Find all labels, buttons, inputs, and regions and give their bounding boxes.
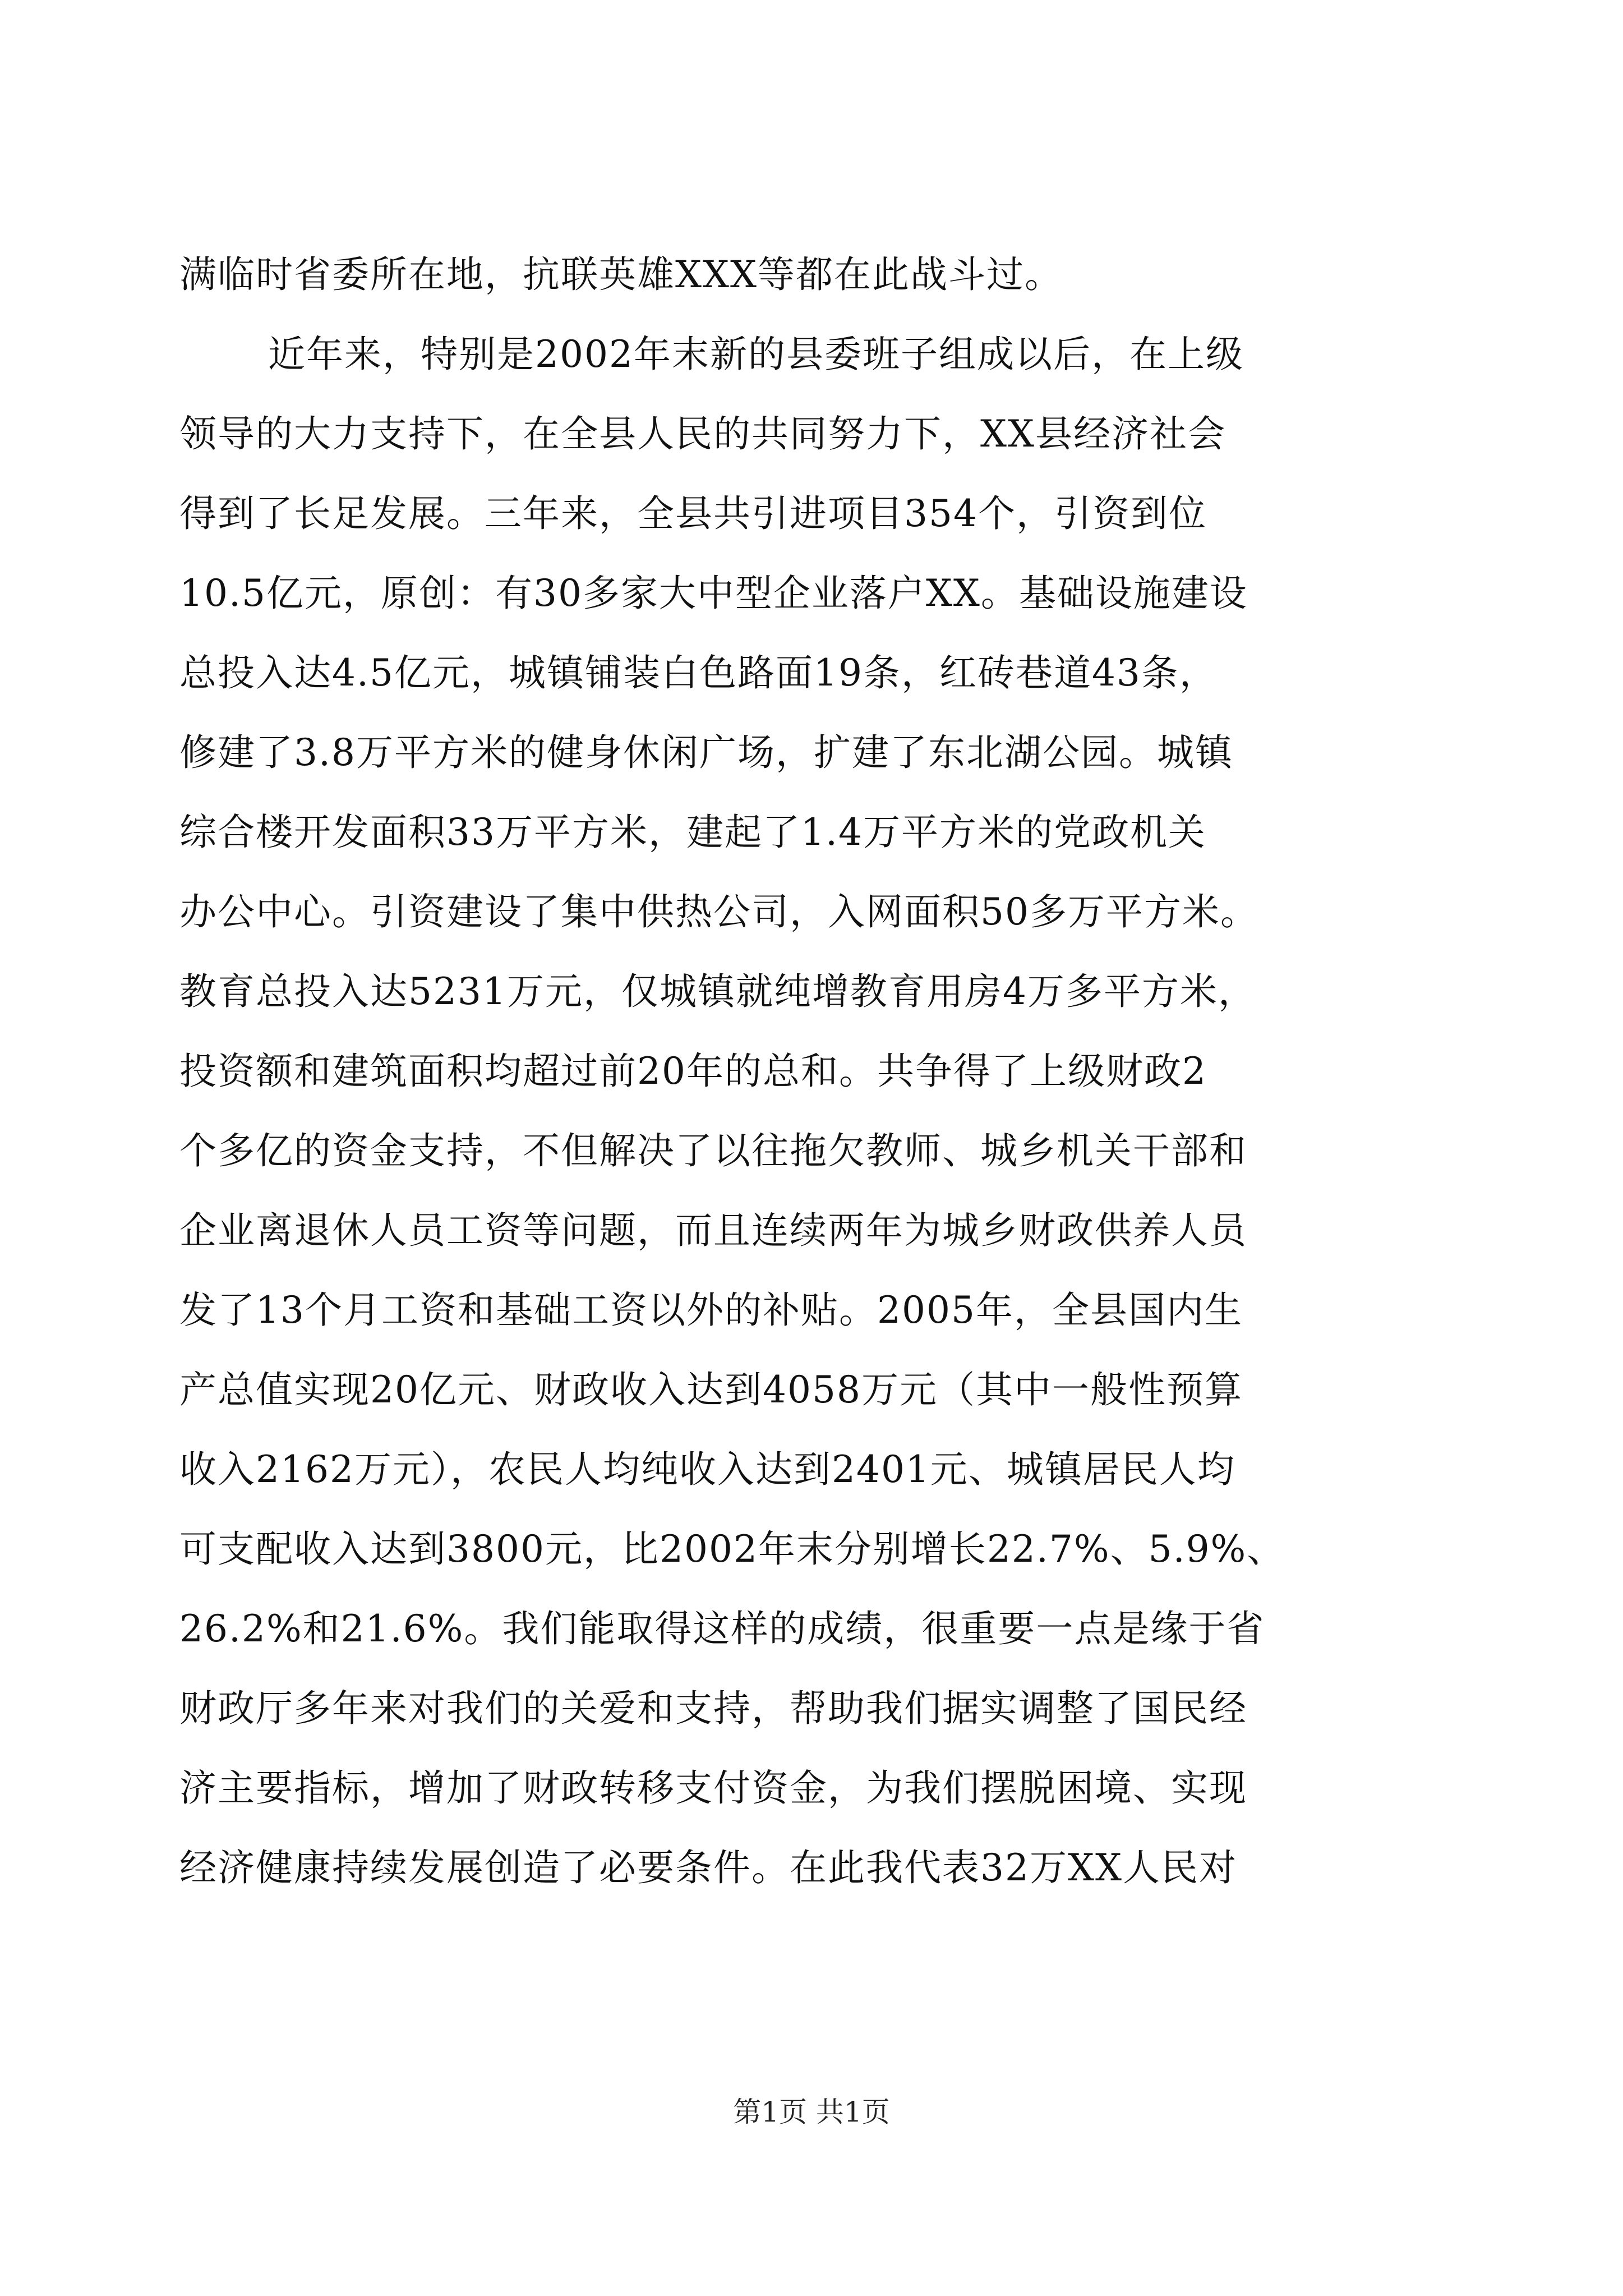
text-line: 综合楼开发面积33万平方米，建起了1.4万平方米的党政机关 [179,811,1206,854]
text-line: 近年来，特别是2002年末新的县委班子组成以后，在上级 [268,333,1244,376]
text-line: 投资额和建筑面积均超过前20年的总和。共争得了上级财政2 [179,1050,1207,1093]
text-line: 办公中心。引资建设了集中供热公司，入网面积50多万平方米。 [179,890,1258,933]
text-line: 济主要指标，增加了财政转移支付资金，为我们摆脱困境、实现 [179,1766,1247,1810]
text-line: 企业离退休人员工资等问题，而且连续两年为城乡财政供养人员 [179,1209,1247,1252]
text-line: 修建了3.8万平方米的健身休闲广场，扩建了东北湖公园。城镇 [179,731,1233,774]
text-line: 26.2%和21.6%。我们能取得这样的成绩，很重要一点是缘于省 [179,1607,1265,1650]
text-line: 总投入达4.5亿元，城镇铺装白色路面19条，红砖巷道43条， [179,651,1218,694]
text-line: 领导的大力支持下，在全县人民的共同努力下，XX县经济社会 [179,412,1226,455]
text-line: 满临时省委所在地，抗联英雄XXX等都在此战斗过。 [179,253,1063,296]
text-line: 收入2162万元），农民人均纯收入达到2401元、城镇居民人均 [179,1448,1235,1491]
text-line: 产总值实现20亿元、财政收入达到4058万元（其中一般性预算 [179,1368,1243,1411]
text-line: 得到了长足发展。三年来，全县共引进项目354个，引资到位 [179,492,1207,535]
text-line: 发了13个月工资和基础工资以外的补贴。2005年，全县国内生 [179,1289,1243,1332]
text-line: 10.5亿元，原创：有30多家大中型企业落户XX。基础设施建设 [179,572,1248,615]
text-line: 财政厅多年来对我们的关爱和支持，帮助我们据实调整了国民经 [179,1687,1247,1730]
text-line: 个多亿的资金支持，不但解决了以往拖欠教师、城乡机关干部和 [179,1129,1247,1172]
text-line: 经济健康持续发展创造了必要条件。在此我代表32万XX人民对 [179,1846,1237,1889]
page-number: 第1页 共1页 [733,2096,890,2128]
text-line: 可支配收入达到3800元，比2002年末分别增长22.7%、5.9%、 [179,1527,1285,1571]
text-line: 教育总投入达5231万元，仅城镇就纯增教育用房4万多平方米， [179,970,1256,1013]
